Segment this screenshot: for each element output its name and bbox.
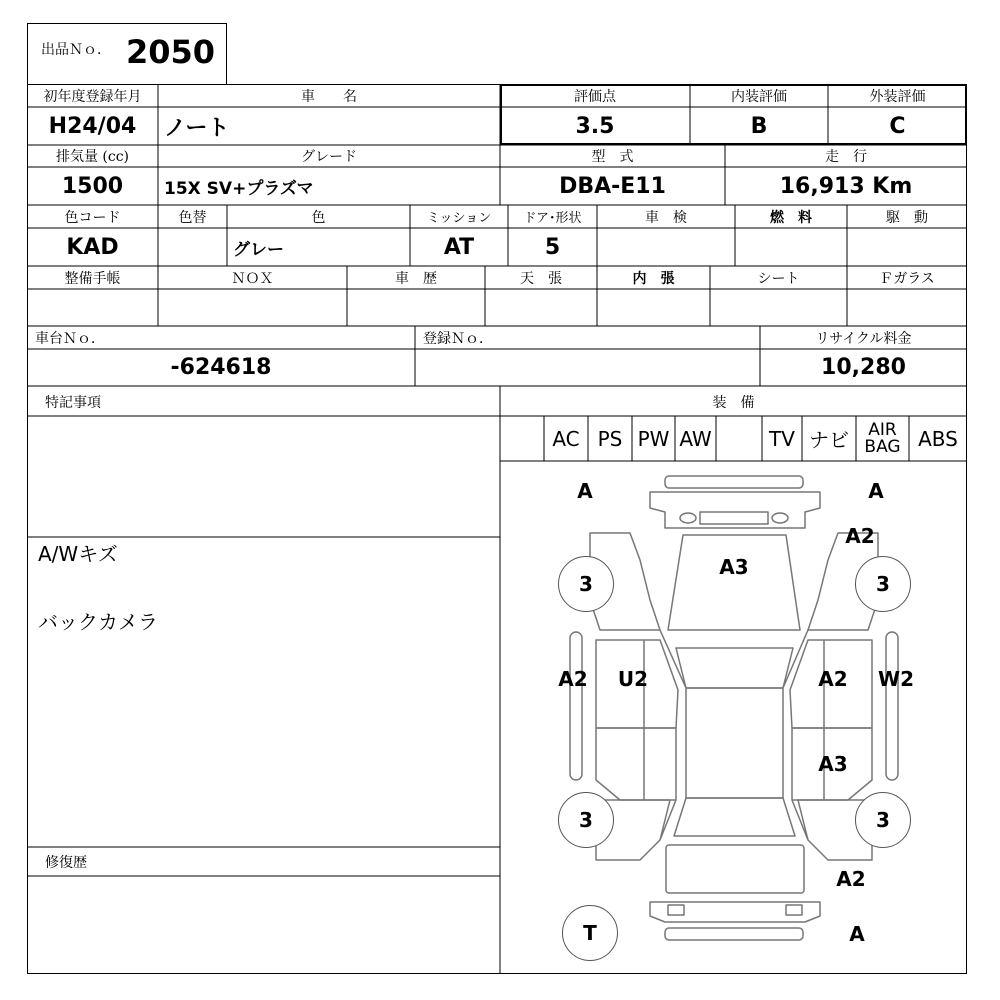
front-grille — [700, 512, 768, 524]
equipment-ps: PS — [597, 426, 623, 451]
tire-rear-left: 3 — [558, 792, 614, 848]
rear-window — [674, 798, 795, 836]
exterior-grade-label: 外装評価 — [869, 88, 926, 105]
color-code-label: 色コード — [64, 209, 121, 226]
rear-lamp-right-icon — [786, 905, 802, 915]
score-value: 3.5 — [575, 113, 615, 139]
drive-label: 駆 動 — [886, 209, 928, 226]
damage-right-rear-door: A3 — [818, 752, 848, 776]
f-glass-label: Ｆガラス — [879, 270, 935, 287]
tire-spare: T — [562, 905, 618, 961]
mileage-value: 16,913 Km — [779, 173, 913, 199]
damage-right-pillar: W2 — [878, 667, 914, 691]
displacement-value: 1500 — [61, 173, 124, 199]
car-name-label: 車 名 — [301, 88, 357, 105]
first-registration-label: 初年度登録年月 — [43, 88, 142, 105]
score-label: 評価点 — [574, 88, 616, 105]
seat-label: シート — [757, 270, 800, 287]
tire-rear-right: 3 — [855, 792, 911, 848]
exterior-grade-value: C — [889, 113, 906, 139]
right-a-pillar-strip — [886, 632, 898, 780]
doors-label: ドア･形状 — [523, 211, 582, 226]
damage-right-rear-quarter: A2 — [836, 867, 866, 891]
history-label: 車 歴 — [395, 270, 437, 287]
grade-value: 15X SV+プラズマ — [164, 178, 314, 199]
rear-lamp-left-icon — [668, 905, 684, 915]
front-bumper — [650, 492, 820, 528]
fuel-label: 燃 料 — [770, 209, 812, 226]
nox-label: ＮＯＸ — [231, 270, 274, 287]
rear-bumper-bottom — [665, 928, 803, 940]
chassis-no-value: -624618 — [170, 355, 272, 380]
tire-front-left: 3 — [558, 556, 614, 612]
remarks-label: 特記事項 — [45, 395, 101, 411]
damage-right-front-fender: A2 — [845, 524, 875, 548]
first-registration-value: H24/04 — [48, 113, 137, 139]
chassis-no-label: 車台Ｎｏ． — [35, 330, 105, 347]
damage-rear-right-corner: A — [849, 922, 865, 946]
color-code-value: KAD — [66, 234, 119, 260]
transmission-value: AT — [443, 234, 475, 260]
lot-number-value: 2050 — [125, 33, 216, 71]
grade-label: グレード — [301, 149, 357, 165]
recycle-fee-label: リサイクル料金 — [815, 330, 912, 347]
model-value: DBA-E11 — [559, 173, 666, 199]
damage-front-left-corner: A — [577, 479, 593, 503]
right-pillar-front — [783, 630, 808, 688]
note-back-camera: バックカメラ — [38, 610, 158, 634]
interior-grade-label: 内装評価 — [731, 88, 787, 105]
equipment-tv: TV — [769, 426, 795, 451]
color-label: 色 — [311, 209, 326, 226]
front-lamp-left-icon — [680, 513, 696, 523]
equipment-ac: AC — [552, 426, 580, 451]
lot-number-label: 出品Ｎｏ． — [41, 42, 111, 58]
equipment-airbag-line1: AIR — [868, 419, 897, 440]
damage-left-rocker: U2 — [617, 667, 649, 691]
mileage-label: 走 行 — [825, 149, 867, 165]
displacement-label: 排気量 (cc) — [55, 149, 130, 165]
car-name-value: ノート — [164, 115, 230, 141]
damage-front-right-corner: A — [868, 479, 884, 503]
model-label: 型 式 — [591, 149, 634, 165]
hood — [668, 535, 800, 630]
equipment-airbag-line2: BAG — [864, 436, 901, 457]
equipment-aw: AW — [679, 426, 712, 451]
roof — [686, 688, 783, 798]
left-a-pillar-strip — [570, 632, 582, 780]
left-pillar-front — [660, 630, 686, 688]
color-change-label: 色替 — [178, 209, 207, 226]
recycle-fee-value: 10,280 — [821, 355, 906, 380]
doors-value: 5 — [544, 234, 561, 260]
tire-front-right: 3 — [855, 556, 911, 612]
equipment-label: 装 備 — [712, 395, 755, 411]
front-bumper-top — [665, 476, 803, 488]
roof-label: 天 張 — [520, 270, 562, 287]
damage-hood: A3 — [719, 555, 749, 579]
note-aw-scratch: A/Wキズ — [38, 542, 118, 566]
front-lamp-right-icon — [772, 513, 788, 523]
damage-left-front-door: A2 — [558, 667, 588, 691]
interior-grade-value: B — [750, 113, 768, 139]
color-value: グレー — [233, 239, 284, 260]
repair-history-label: 修復歴 — [45, 855, 87, 871]
equipment-pw: PW — [637, 426, 670, 451]
transmission-label: ミッション — [426, 211, 492, 226]
inspection-label: 車 検 — [645, 209, 687, 226]
interior-trim-label: 内 張 — [632, 270, 675, 287]
equipment-navi: ナビ — [809, 428, 849, 452]
left-rear-door — [596, 728, 676, 800]
rear-hatch — [666, 845, 804, 893]
damage-right-front-door: A2 — [818, 667, 848, 691]
windshield — [676, 648, 793, 688]
service-book-label: 整備手帳 — [64, 270, 121, 287]
registration-no-label: 登録Ｎｏ． — [423, 330, 493, 347]
equipment-abs: ABS — [918, 426, 958, 451]
